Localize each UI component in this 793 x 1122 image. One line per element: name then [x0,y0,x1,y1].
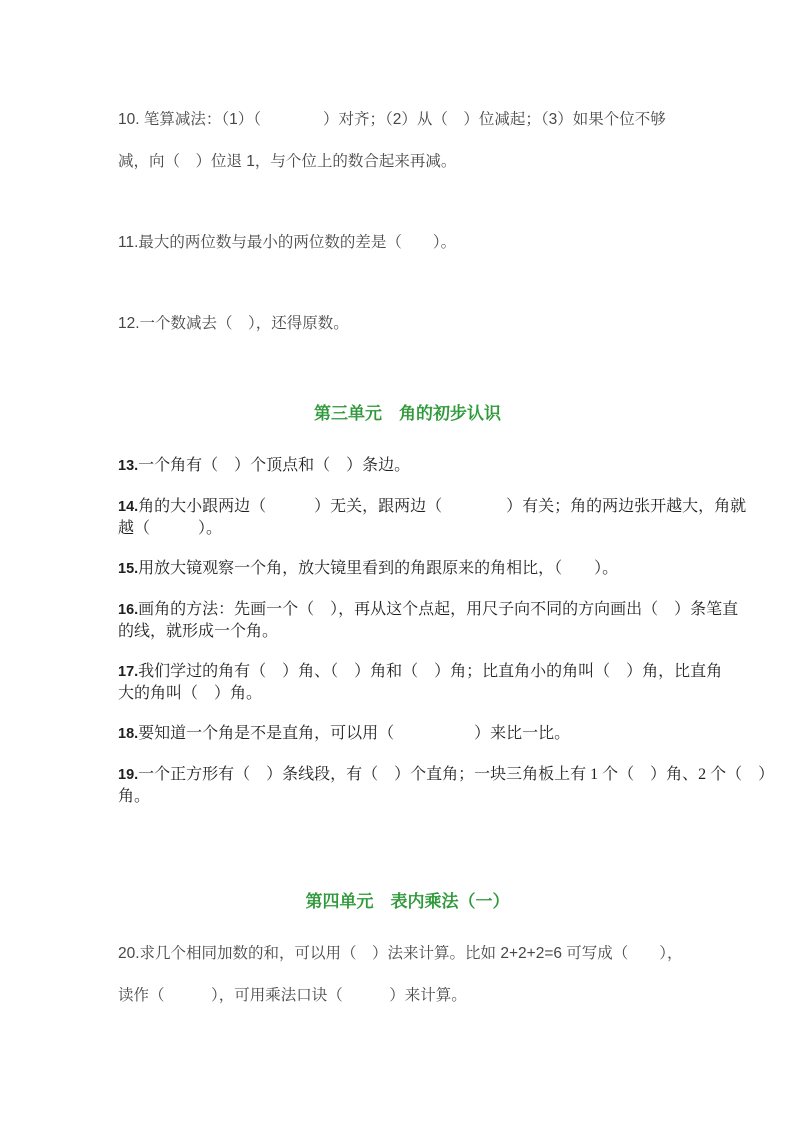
question-19 [118,764,775,807]
question-text: 一个正方形有（ ）条线段，有（ ）个直角；一块三角板上有 1 个（ ）角、2 个（ ） [138,766,775,783]
question-line [118,621,697,642]
question-line [118,599,739,621]
question-line: 减，向（ ）位退 1，与个位上的数合起来再减。 [118,153,457,170]
question-number: 13. [118,458,139,474]
question-11 [118,222,697,264]
question-line [118,661,723,683]
question-text: 用放大镜观察一个角，放大镜里看到的角跟原来的角相比，（ ）。 [138,560,619,577]
question-text: 画角的方法：先画一个（ ），再从这个点起，用尺子向不同的方向画出（ ）条笔直 [138,601,739,618]
question-line [118,786,697,807]
question-text: 要知道一个角是不是直角，可以用（ ）来比一比。 [138,725,571,742]
question-line [118,496,747,518]
question-12 [118,303,697,345]
question-text: 的线，就形成一个角。 [118,623,279,640]
question-text: 角。 [118,788,151,805]
unit-4-header: 第四单元 表内乘法（一） [305,892,510,911]
question-line: 读作（ ），可用乘法口诀（ ）来计算。 [118,987,467,1004]
question-line [118,764,775,786]
question-text: 我们学过的角有（ ）角、（ ）角和（ ）角；比直角小的角叫（ ）角，比直角 [138,663,723,680]
question-13 [118,455,697,477]
question-number: 15. [118,561,139,577]
question-number: 19. [118,767,139,783]
question-text: 角的大小跟两边（ ）无关，跟两边（ ）有关；角的两边张开越大，角就 [138,498,747,515]
unit-3-header: 第三单元 角的初步认识 [314,404,501,423]
question-16 [118,599,739,642]
question-line [118,723,697,745]
question-line [118,683,697,704]
question-20 [118,933,697,1017]
question-17 [118,661,723,704]
question-10 [118,99,697,183]
question-line [118,558,697,580]
question-number: 18. [118,726,139,742]
question-line: 20.求几个相同加数的和，可以用（ ）法来计算。比如 2+2+2=6 可写成（ ）， [118,945,683,962]
question-number: 17. [118,664,139,680]
question-text: 大的角叫（ ）角。 [118,685,263,702]
question-text: 越（ ）。 [118,520,223,537]
question-line: 11.最大的两位数与最小的两位数的差是（ ）。 [118,234,457,251]
question-line: 10. 笔算减法：（1）（ ）对齐；（2）从（ ）位减起；（3）如果个位不够 [118,111,666,128]
question-line [118,518,697,539]
question-number: 14. [118,499,139,515]
question-number: 16. [118,602,139,618]
question-15 [118,558,697,580]
question-14 [118,496,747,539]
question-text: 一个角有（ ）个顶点和（ ）条边。 [138,457,411,474]
question-line: 12.一个数减去（ ），还得原数。 [118,315,349,332]
question-18 [118,723,697,745]
question-line [118,455,697,477]
